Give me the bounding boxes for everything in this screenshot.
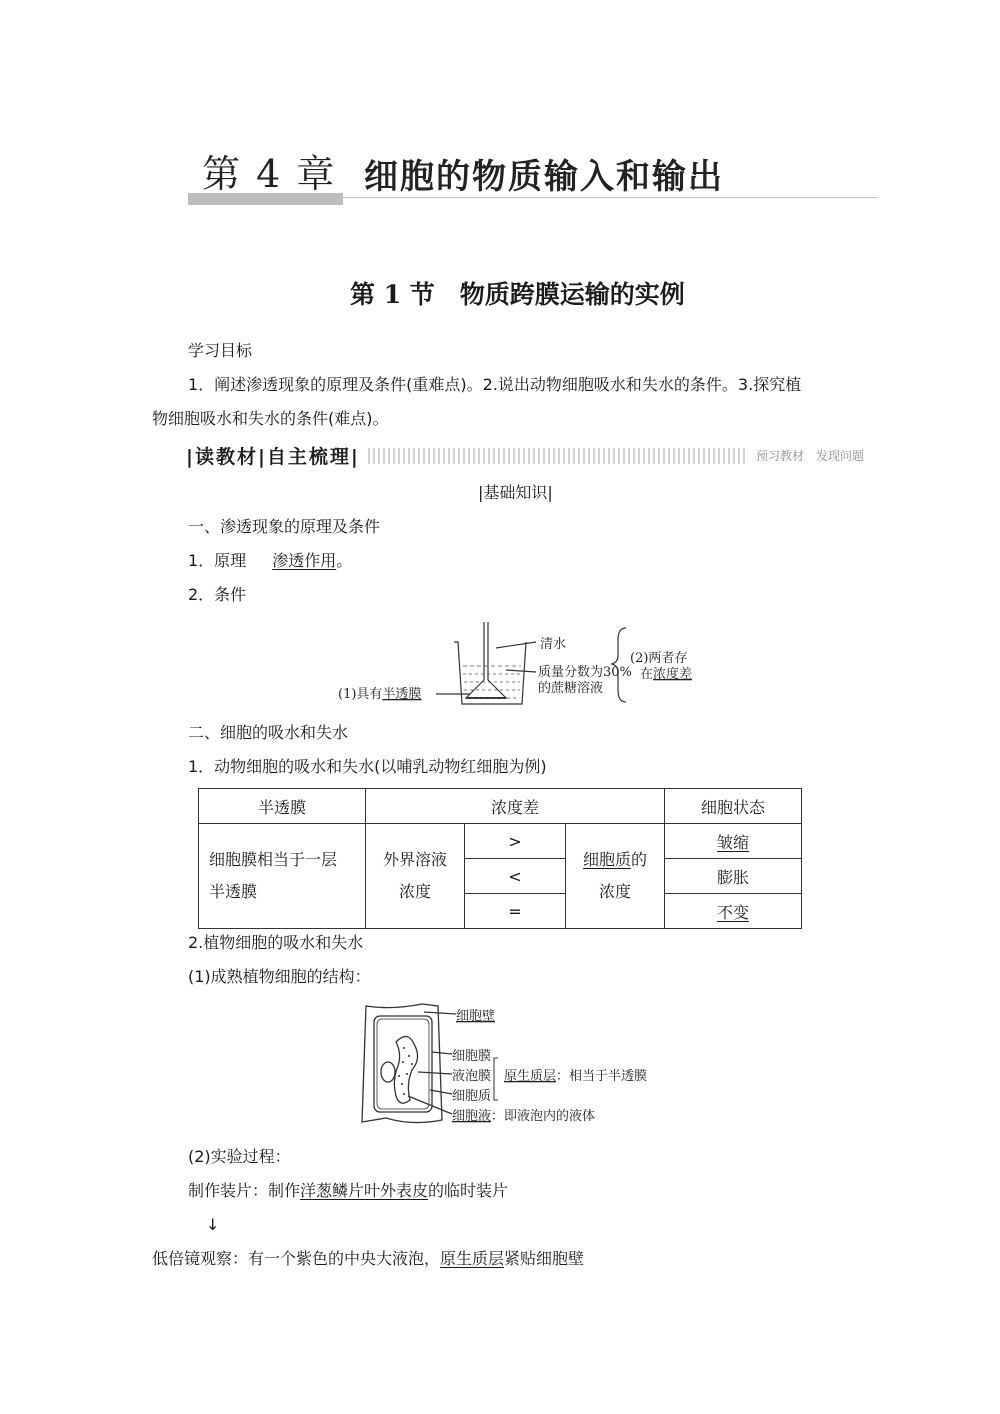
step1-prefix: 制作装片：制作	[188, 1181, 301, 1200]
principle-line	[188, 550, 352, 572]
step-low-power-observation	[152, 1248, 584, 1270]
cytoplasm-answer: 细胞质	[582, 850, 631, 869]
condition-label: 2．条件	[188, 585, 247, 604]
label-membrane-answer: 半透膜	[382, 687, 422, 702]
reading-banner-strip	[368, 448, 892, 464]
osmosis-apparatus-figure	[330, 620, 710, 712]
state-unchanged: 不变	[716, 902, 749, 922]
cell-membrane	[374, 1016, 432, 1112]
cytoplasm-layer	[377, 1019, 429, 1109]
leader-membrane	[432, 1052, 452, 1054]
protoplast-bracket	[494, 1058, 498, 1100]
step2-answer: 原生质层	[440, 1249, 505, 1268]
part2-heading: 二、细胞的吸水和失水	[188, 723, 349, 742]
reading-banner-subtitle: 预习教材 发现问题	[748, 445, 892, 467]
label-diff-1: (2)两者存	[630, 651, 688, 666]
label-diff-prefix: 在	[640, 667, 654, 682]
label-protoplast-answer: 原生质层	[504, 1069, 557, 1084]
sign-equal: =	[465, 894, 566, 929]
outer-solution-line-2: 浓度	[398, 882, 431, 901]
basics-heading: |基础知识|	[478, 483, 553, 502]
animal-heading: 1．动物细胞的吸水和失水(以哺乳动物红细胞为例)	[188, 757, 547, 776]
objectives-line-2: 物细胞吸水和失水的条件(难点)。	[152, 409, 389, 428]
outer-solution-line-1: 外界溶液	[382, 850, 447, 869]
state-shrink-cell	[665, 824, 802, 859]
step1-answer: 洋葱鳞片叶外表皮	[300, 1181, 429, 1200]
step2-prefix: 低倍镜观察：有一个紫色的中央大液泡，	[152, 1249, 441, 1268]
label-cell-wall: 细胞壁	[456, 1009, 496, 1024]
leader-sucrose	[506, 670, 536, 672]
experiment-label: (2)实验过程：	[188, 1147, 291, 1166]
step1-suffix: 的临时装片	[428, 1181, 509, 1200]
cytoplasm-cell	[566, 824, 665, 929]
objectives-heading: 学习目标	[188, 341, 253, 360]
step2-suffix: 紧贴细胞壁	[504, 1249, 585, 1268]
structure-label: (1)成熟植物细胞的结构：	[188, 967, 371, 986]
label-sap-answer: 细胞液	[452, 1109, 492, 1124]
header-concentration: 浓度差	[366, 789, 665, 824]
principle-answer: 渗透作用	[272, 551, 337, 570]
label-membrane-condition	[338, 686, 421, 702]
header-membrane: 半透膜	[199, 789, 366, 824]
label-cytoplasm: 细胞质	[452, 1089, 492, 1104]
label-membrane-prefix: (1)具有	[338, 687, 383, 702]
principle-label: 1．原理	[188, 551, 247, 570]
nucleus	[381, 1062, 395, 1082]
label-diff-2	[640, 666, 692, 682]
leader-wall	[424, 1012, 456, 1014]
label-water: 清水	[540, 637, 567, 652]
state-swell: 膨胀	[665, 859, 802, 894]
label-protoplast	[504, 1068, 647, 1084]
label-sucrose-2: 的蔗糖溶液	[538, 681, 604, 696]
objectives-line-1: 1．阐述渗透现象的原理及条件(重难点)。2.说出动物细胞吸水和失水的条件。3.探究植	[188, 375, 802, 394]
reading-banner-title: |读教材|自主梳理|	[186, 446, 360, 468]
down-arrow-icon: ↓	[206, 1215, 220, 1234]
vacuole	[394, 1036, 417, 1103]
state-shrink: 皱缩	[716, 832, 749, 852]
membrane-cell-line-1: 细胞膜相当于一层	[209, 850, 338, 869]
table-header-row	[199, 789, 802, 824]
section-title: 第 1 节 物质跨膜运输的实例	[350, 280, 685, 309]
membrane-cell-line-2: 半透膜	[209, 882, 258, 901]
beaker-outline	[454, 642, 526, 704]
animal-cell-table	[198, 788, 802, 929]
step-make-slide	[188, 1180, 508, 1202]
outer-solution-cell	[366, 824, 465, 929]
sign-less: <	[465, 859, 566, 894]
part1-heading: 一、渗透现象的原理及条件	[188, 517, 381, 536]
label-sucrose-1: 质量分数为30%	[538, 665, 632, 680]
cytoplasm-line-2: 浓度	[598, 882, 631, 901]
chapter-title: 细胞的物质输入和输出	[364, 157, 724, 197]
label-cell-membrane: 细胞膜	[452, 1049, 492, 1064]
leader-vacuole-membrane	[418, 1072, 452, 1074]
sign-greater: >	[465, 824, 566, 859]
table-row-1	[199, 824, 802, 859]
state-unchanged-cell	[665, 894, 802, 929]
header-state: 细胞状态	[665, 789, 802, 824]
label-protoplast-note: ：相当于半透膜	[556, 1069, 648, 1084]
membrane-cell	[199, 824, 366, 929]
label-diff-answer: 浓度差	[653, 667, 693, 682]
chapter-number: 第 4 章	[202, 152, 337, 196]
label-cell-sap	[452, 1108, 595, 1124]
funnel-body	[466, 680, 506, 698]
principle-end: 。	[336, 551, 353, 570]
label-sap-note: ：即液泡内的液体	[491, 1109, 596, 1124]
plant-heading: 2.植物细胞的吸水和失水	[188, 933, 364, 952]
leader-water	[496, 642, 536, 648]
cytoplasm-suffix: 的	[631, 850, 648, 869]
plant-cell-figure	[352, 1000, 682, 1132]
label-vacuole-membrane: 液泡膜	[452, 1069, 492, 1084]
